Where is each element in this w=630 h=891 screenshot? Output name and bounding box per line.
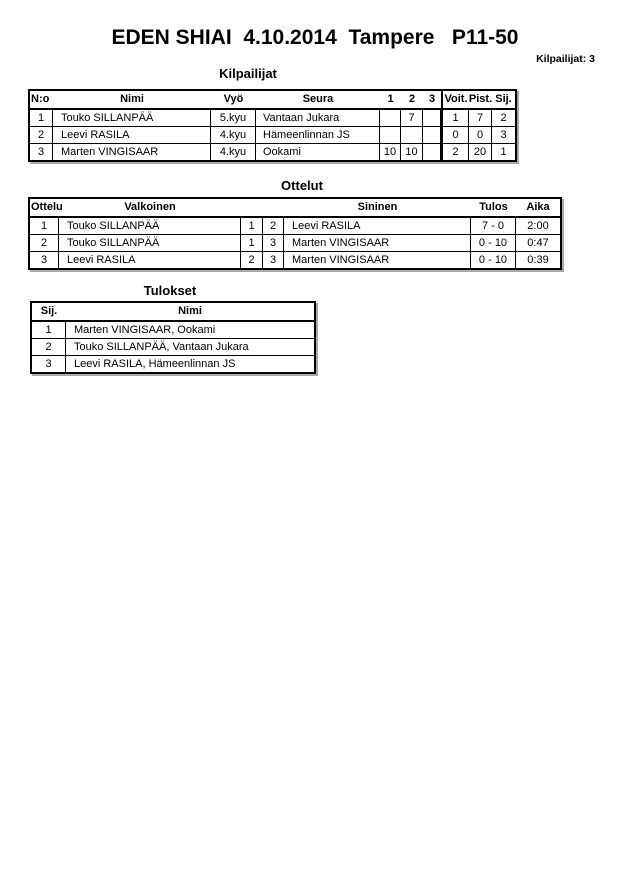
column-header-points: Pist. (468, 93, 493, 105)
column-header-time: Aika (526, 201, 550, 213)
blue-player-name: Marten VINGISAAR (284, 252, 471, 268)
round3-score (423, 144, 441, 160)
competitor-name: Touko SILLANPÄÄ (53, 110, 211, 126)
result-row (32, 355, 314, 372)
competitor-belt: 5.kyu (211, 110, 256, 126)
match-row (30, 234, 560, 251)
competitor-row (30, 110, 515, 126)
competitor-row (30, 126, 515, 143)
result-rank: 3 (32, 356, 66, 372)
result-name: Leevi RASILA, Hämeenlinnan JS (74, 357, 236, 370)
column-header-round1: 1 (387, 93, 394, 105)
matches-table (28, 197, 562, 270)
white-player-name: Touko SILLANPÄÄ (59, 235, 241, 251)
points-value: 7 (469, 110, 492, 126)
competitor-club: Ookami (256, 144, 380, 160)
result-rank: 1 (32, 322, 66, 338)
column-header-white-number (241, 199, 263, 216)
competitor-club: Vantaan Jukara (256, 110, 380, 126)
points-value: 0 (469, 127, 492, 143)
column-header-round3: 3 (428, 93, 436, 105)
round1-score (380, 110, 401, 126)
competitors-table (28, 89, 517, 162)
rank-value: 1 (500, 145, 507, 158)
column-header-wins: Voit. (441, 91, 469, 108)
column-header-rank: Sij. (495, 93, 512, 105)
result-name: Touko SILLANPÄÄ, Vantaan Jukara (74, 340, 249, 353)
result-name: Marten VINGISAAR, Ookami (74, 323, 216, 336)
round3-score (423, 127, 441, 143)
competitors-section-heading: Kilpailijat (219, 66, 277, 81)
column-header-round2: 2 (408, 93, 416, 105)
round1-score (380, 127, 401, 143)
result-row (32, 338, 314, 355)
match-time: 0:39 (527, 253, 549, 266)
round2-score: 10 (401, 144, 423, 160)
match-result: 7 - 0 (471, 218, 516, 234)
competitor-row (30, 143, 515, 160)
match-no: 2 (30, 235, 59, 251)
round2-score: 7 (401, 110, 423, 126)
blue-player-number: 2 (263, 218, 284, 234)
round1-score: 10 (380, 144, 401, 160)
competitor-no: 1 (30, 110, 53, 126)
blue-player-number: 3 (263, 252, 284, 268)
result-row (32, 322, 314, 338)
rank-value: 2 (500, 111, 507, 124)
competitor-belt: 4.kyu (211, 127, 256, 143)
competitor-club: Hämeenlinnan JS (256, 127, 380, 143)
white-player-number: 1 (241, 235, 263, 251)
match-no: 1 (30, 218, 59, 234)
column-header-white: Valkoinen (124, 201, 176, 213)
column-header-name: Nimi (178, 305, 202, 317)
match-result: 0 - 10 (471, 235, 516, 251)
match-row (30, 251, 560, 268)
column-header-blue: Sininen (357, 201, 398, 213)
matches-section-heading: Ottelut (281, 178, 323, 193)
wins-value: 1 (441, 110, 469, 126)
competitor-name: Marten VINGISAAR (53, 144, 211, 160)
blue-player-number: 3 (263, 235, 284, 251)
match-row (30, 218, 560, 234)
white-player-number: 2 (241, 252, 263, 268)
wins-value: 2 (441, 144, 469, 160)
result-rank: 2 (32, 339, 66, 355)
column-header-rank: Sij. (40, 305, 58, 317)
rank-value: 3 (500, 128, 507, 141)
white-player-name: Leevi RASILA (59, 252, 241, 268)
competitors-table-header-row (30, 91, 515, 110)
match-result: 0 - 10 (471, 252, 516, 268)
column-header-match: Ottelu (31, 201, 63, 213)
column-header-belt: Vyö (223, 93, 244, 105)
page-title: EDEN SHIAI 4.10.2014 Tampere P11-50 (111, 26, 519, 49)
column-header-no: N:o (31, 93, 50, 105)
column-header-name: Nimi (120, 93, 144, 105)
results-table-header-row (32, 303, 314, 322)
results-section-heading: Tulokset (143, 283, 197, 298)
column-header-blue-number (263, 199, 284, 216)
round3-score (423, 110, 441, 126)
wins-value: 0 (441, 127, 469, 143)
blue-player-name: Leevi RASILA (284, 218, 471, 234)
round2-score (401, 127, 423, 143)
results-table (30, 301, 316, 374)
competitor-no: 2 (30, 127, 53, 143)
white-player-name: Touko SILLANPÄÄ (59, 218, 241, 234)
matches-table-header-row (30, 199, 560, 218)
blue-player-name: Marten VINGISAAR (284, 235, 471, 251)
match-time: 2:00 (527, 219, 549, 232)
white-player-number: 1 (241, 218, 263, 234)
competitor-count-label: Kilpailijat: 3 (536, 53, 595, 65)
competitor-name: Leevi RASILA (53, 127, 211, 143)
match-time: 0:47 (527, 236, 549, 249)
competitor-belt: 4.kyu (211, 144, 256, 160)
match-no: 3 (30, 252, 59, 268)
column-header-club: Seura (302, 93, 334, 105)
column-header-result: Tulos (479, 201, 508, 213)
points-value: 20 (469, 144, 492, 160)
competitor-no: 3 (30, 144, 53, 160)
